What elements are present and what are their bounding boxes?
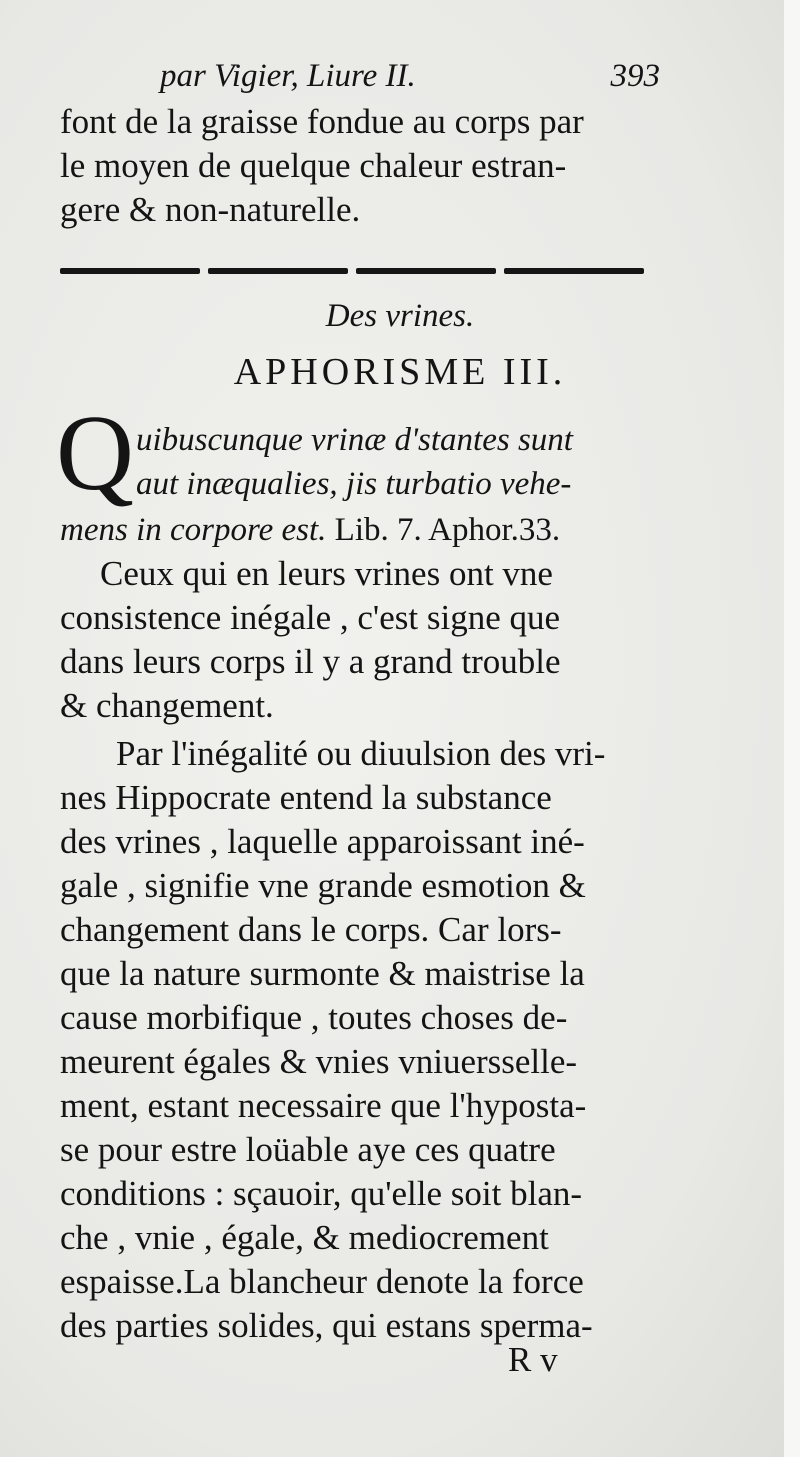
- text-line: conditions : sçauoir, qu'elle soit blan-: [60, 1174, 583, 1213]
- text-line: che , vnie , égale, & mediocrement: [60, 1218, 549, 1257]
- text-line: des parties solides, qui estans sperma-: [60, 1306, 593, 1345]
- latin-line: aut inæqualies, jis turbatio vehe-: [136, 466, 572, 502]
- text-line: consistence inégale , c'est signe que: [60, 598, 561, 637]
- signature-mark: R v: [508, 1340, 558, 1379]
- text-line: gale , signifie vne grande esmotion &: [60, 866, 586, 905]
- text-line: que la nature surmonte & maistrise la: [60, 954, 585, 993]
- text-line: Ceux qui en leurs vrines ont vne: [100, 554, 553, 593]
- section-heading: APHORISME III.: [233, 351, 567, 393]
- text-line: cause morbifique , toutes choses de-: [60, 998, 568, 1037]
- text-line: le moyen de quelque chaleur estran-: [60, 146, 567, 185]
- latin-line: [60, 508, 560, 552]
- latin-line: uibuscunque vrinæ d'stantes sunt: [136, 422, 573, 458]
- text-line: nes Hippocrate entend la substance: [60, 778, 552, 817]
- text-line: espaisse.La blancheur denote la force: [60, 1262, 584, 1301]
- text-line: des vrines , laquelle apparoissant iné-: [60, 822, 585, 861]
- text-line: dans leurs corps il y a grand trouble: [60, 642, 561, 681]
- text-line: gere & non-naturelle.: [60, 190, 361, 229]
- aphorism-reference: Lib. 7. Aphor.33.: [334, 512, 561, 548]
- section-subheading: Des vrines.: [325, 298, 475, 334]
- latin-text: mens in corpore est.: [60, 512, 327, 548]
- text-line: Par l'inégalité ou diuulsion des vri-: [116, 734, 606, 773]
- page-edge: [784, 0, 800, 1457]
- text-line: ment, estant necessaire que l'hyposta-: [60, 1086, 587, 1125]
- text-line: & changement.: [60, 686, 274, 725]
- running-title: par Vigier, Liure II.: [160, 58, 416, 94]
- text-line: se pour estre loüable aye ces quatre: [60, 1130, 556, 1169]
- section-divider: [60, 266, 644, 276]
- drop-capital: Q: [56, 394, 134, 513]
- text-line: font de la graisse fondue au corps par: [60, 102, 584, 141]
- running-header: [160, 58, 660, 98]
- text-line: changement dans le corps. Car lors-: [60, 910, 562, 949]
- text-line: meurent égales & vnies vniuersselle-: [60, 1042, 578, 1081]
- page-number: 393: [610, 58, 660, 94]
